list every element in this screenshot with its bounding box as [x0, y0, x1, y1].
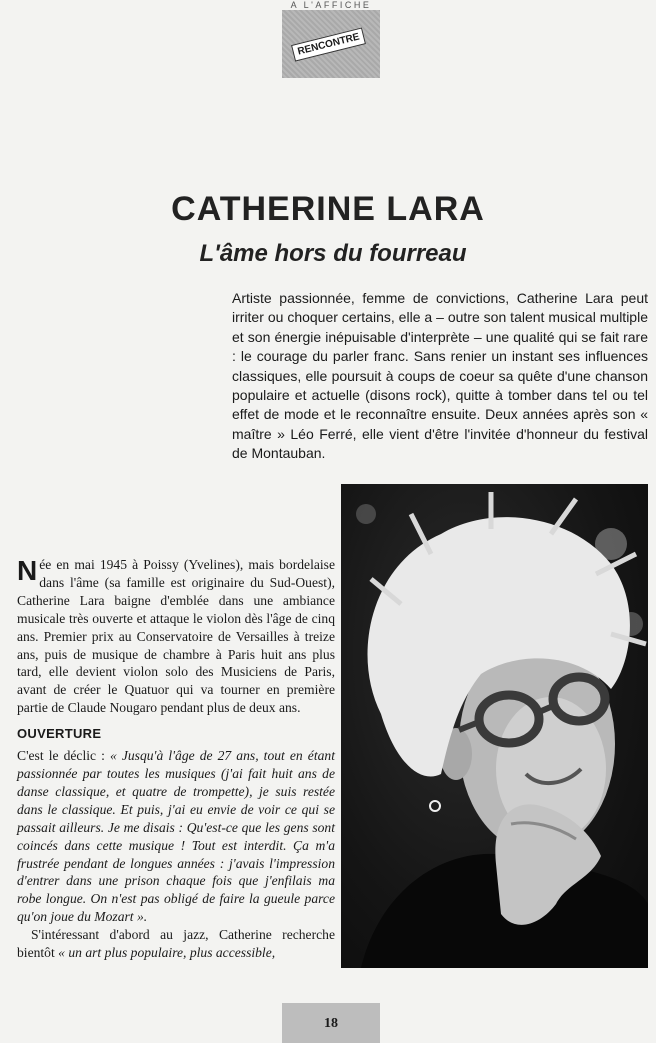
- paragraph-ouverture: [17, 747, 335, 926]
- paragraph-jazz-quote: « un art plus populaire, plus accessible,: [58, 945, 276, 961]
- article-title: CATHERINE LARA: [171, 190, 485, 228]
- article-body: [17, 556, 335, 962]
- paragraph-intro: [17, 556, 335, 717]
- standfirst: Artiste passionnée, femme de convictions, Catherine Lara peut irriter ou choquer certains, elle a – outre son talent musical multiple et son énergie inépuisable d'interprète – une qualité qui se fait rare : le courage du parler franc. Sans renier un instant ses influences classiques, elle poursuit à coups de coeur sa quête d'une chanson populaire et actuelle (disons rock), quitte à tomber dans tel ou tel effet de mode et le reconnaître ensuite. Deux années après son « maître » Léo Ferré, elle vient d'être l'invitée d'honneur du festival de Montauban.: [232, 290, 648, 462]
- section-kicker: A L'AFFICHE: [290, 0, 372, 10]
- section-subheading: OUVERTURE: [17, 726, 102, 742]
- section-tag: RENCONTRE: [291, 27, 366, 61]
- paragraph-ouverture-lead: C'est le déclic :: [17, 748, 110, 764]
- section-box: [282, 10, 380, 78]
- paragraph-ouverture-quote: « Jusqu'à l'âge de 27 ans, tout en étant passionnée par toutes les musiques (j'ai fait huit ans de danse classique, et quatre de trompette), je suis restée dans le classique. Et puis, j'ai eu envie de voir ce qui se passait ailleurs. Je me disais : Qu'est-ce que les gens sont coincés dans cette musique ! Tout est interdit. Ça m'a frustrée pendant de longues années : j'avais l'impression d'entrer dans une prison chaque fois que j'enfilais ma robe longue. On n'est pas obligé de faire la gueule parce qu'on joue du Mozart ».: [17, 748, 335, 925]
- paragraph-jazz-lead: S'intéressant d'abord au jazz, Catherine recherche bientôt: [17, 927, 335, 961]
- page-number-box: [282, 1003, 380, 1043]
- paragraph-intro-text: ée en mai 1945 à Poissy (Yvelines), mais bordelaise dans l'âme (sa famille est originaire du Sud-Ouest), Catherine Lara baigne d'emblée dans une ambiance musicale très ouverte et attaque le violon dès l'âge de cinq ans. Premier prix au Conservatoire de Versailles à treize ans, puis de musique de chambre à Paris huit ans plus tard, elle devient violon solo des Musiciens de Paris, avant de créer le Quatuor qui va tourner en première partie de Claude Nougaro pendant plus de deux ans.: [17, 557, 335, 716]
- paragraph-jazz: [17, 926, 335, 962]
- drop-cap: N: [17, 555, 38, 586]
- article-subtitle: L'âme hors du fourreau: [199, 240, 467, 267]
- page-number: 18: [324, 1016, 338, 1031]
- portrait-photo: [341, 484, 648, 968]
